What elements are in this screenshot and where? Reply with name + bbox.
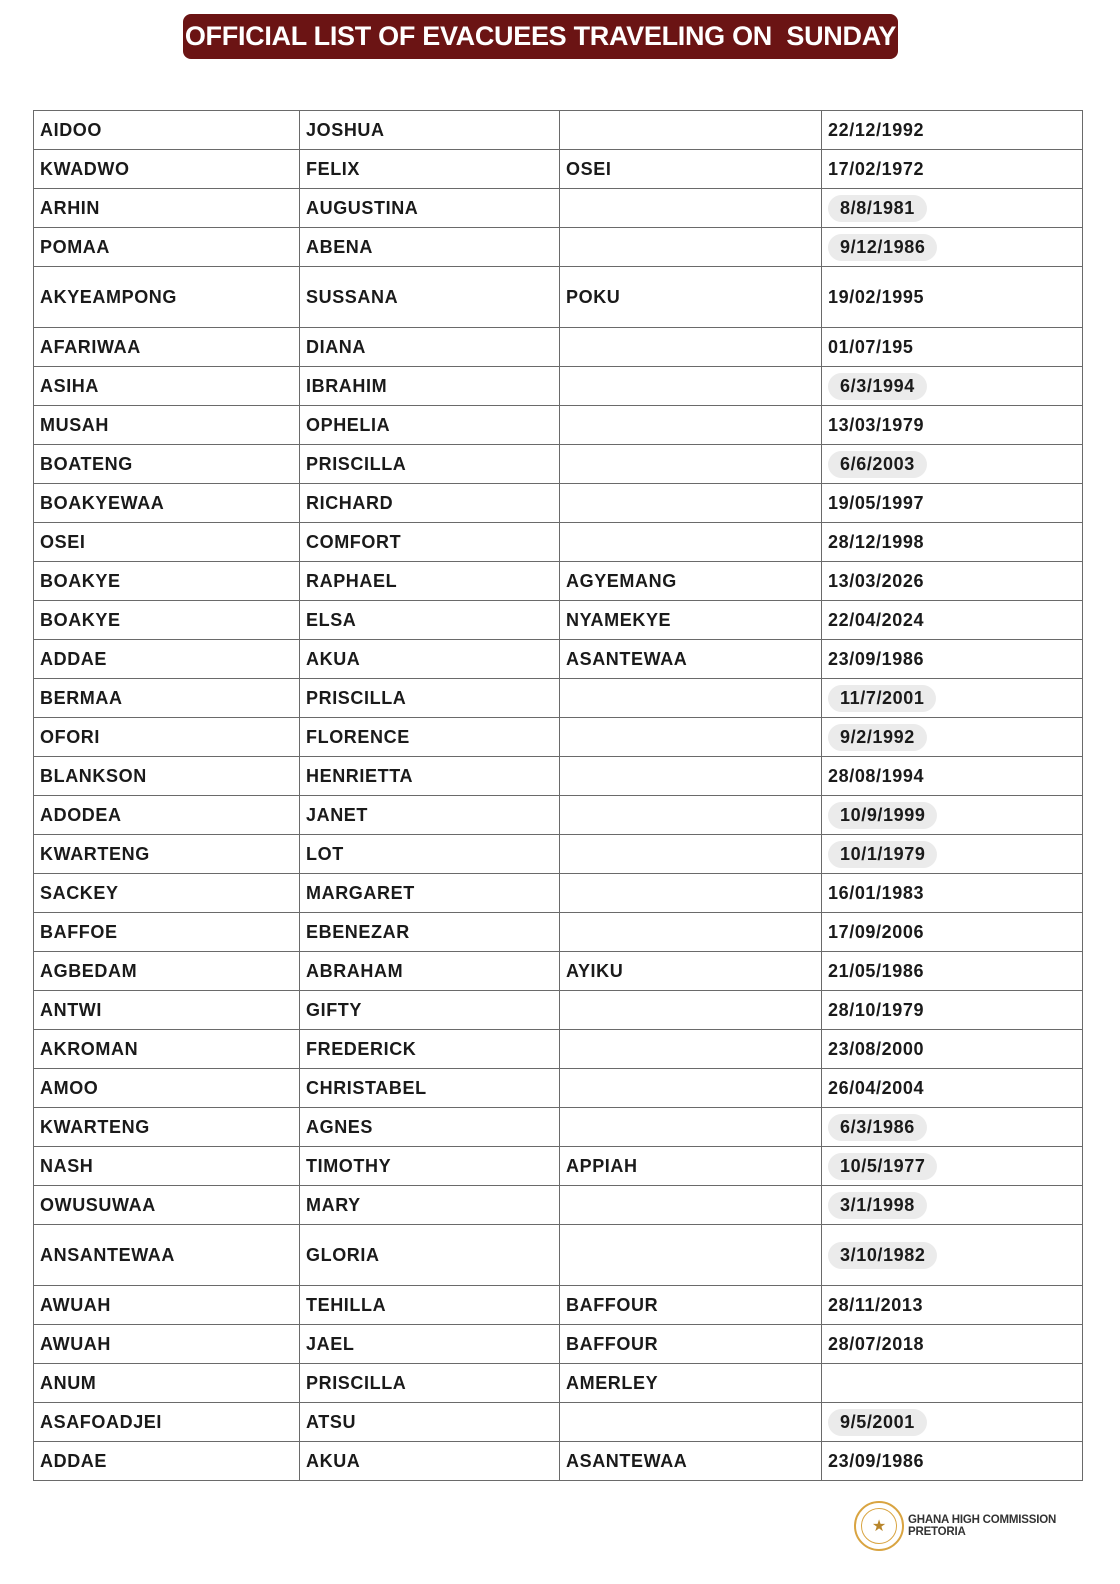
first-name-cell: AKUA [300, 640, 560, 679]
table-row [34, 796, 1083, 835]
other-name-cell: ASANTEWAA [560, 640, 822, 679]
first-name-cell: ELSA [300, 601, 560, 640]
other-name-cell: BAFFOUR [560, 1325, 822, 1364]
table-row [34, 267, 1083, 328]
dob-cell [822, 679, 1083, 718]
dob-cell [822, 1108, 1083, 1147]
first-name-cell: COMFORT [300, 523, 560, 562]
dob-highlight: 6/6/2003 [828, 451, 927, 478]
dob-highlight: 6/3/1994 [828, 373, 927, 400]
surname-cell: OWUSUWAA [34, 1186, 300, 1225]
first-name-cell: TIMOTHY [300, 1147, 560, 1186]
dob-highlight: 10/9/1999 [828, 802, 937, 829]
other-name-cell [560, 1403, 822, 1442]
table-row [34, 601, 1083, 640]
dob-cell: 17/09/2006 [822, 913, 1083, 952]
surname-cell: ANSANTEWAA [34, 1225, 300, 1286]
surname-cell: BERMAA [34, 679, 300, 718]
first-name-cell: FREDERICK [300, 1030, 560, 1069]
other-name-cell [560, 991, 822, 1030]
dob-highlight: 3/1/1998 [828, 1192, 927, 1219]
first-name-cell: MARGARET [300, 874, 560, 913]
table-row [34, 1403, 1083, 1442]
table-row [34, 1186, 1083, 1225]
other-name-cell: POKU [560, 267, 822, 328]
dob-cell: 23/08/2000 [822, 1030, 1083, 1069]
first-name-cell: PRISCILLA [300, 679, 560, 718]
other-name-cell [560, 189, 822, 228]
other-name-cell [560, 835, 822, 874]
surname-cell: AMOO [34, 1069, 300, 1108]
dob-cell: 16/01/1983 [822, 874, 1083, 913]
dob-highlight: 6/3/1986 [828, 1114, 927, 1141]
dob-cell: 19/02/1995 [822, 267, 1083, 328]
dob-cell: 13/03/1979 [822, 406, 1083, 445]
other-name-cell [560, 111, 822, 150]
first-name-cell: EBENEZAR [300, 913, 560, 952]
table-row [34, 150, 1083, 189]
table-row [34, 913, 1083, 952]
first-name-cell: RICHARD [300, 484, 560, 523]
first-name-cell: IBRAHIM [300, 367, 560, 406]
dob-highlight: 11/7/2001 [828, 685, 936, 712]
first-name-cell: TEHILLA [300, 1286, 560, 1325]
table-row [34, 367, 1083, 406]
dob-cell: 28/11/2013 [822, 1286, 1083, 1325]
dob-cell: 13/03/2026 [822, 562, 1083, 601]
other-name-cell [560, 796, 822, 835]
evacuee-table [33, 110, 1083, 1481]
dob-cell [822, 835, 1083, 874]
dob-cell: 23/09/1986 [822, 640, 1083, 679]
surname-cell: AKYEAMPONG [34, 267, 300, 328]
title-banner [183, 14, 898, 59]
dob-cell: 01/07/195 [822, 328, 1083, 367]
other-name-cell [560, 367, 822, 406]
first-name-cell: ABRAHAM [300, 952, 560, 991]
first-name-cell: HENRIETTA [300, 757, 560, 796]
dob-cell: 28/10/1979 [822, 991, 1083, 1030]
other-name-cell [560, 445, 822, 484]
surname-cell: KWADWO [34, 150, 300, 189]
first-name-cell: JOSHUA [300, 111, 560, 150]
dob-cell [822, 1403, 1083, 1442]
table-row [34, 1225, 1083, 1286]
table-row [34, 679, 1083, 718]
dob-cell [822, 796, 1083, 835]
evacuee-table-body [34, 111, 1083, 1481]
surname-cell: KWARTENG [34, 1108, 300, 1147]
first-name-cell: FELIX [300, 150, 560, 189]
table-row [34, 1442, 1083, 1481]
other-name-cell: ASANTEWAA [560, 1442, 822, 1481]
dob-cell [822, 1225, 1083, 1286]
other-name-cell: AYIKU [560, 952, 822, 991]
table-row [34, 484, 1083, 523]
dob-cell: 28/12/1998 [822, 523, 1083, 562]
first-name-cell: LOT [300, 835, 560, 874]
table-row [34, 1069, 1083, 1108]
dob-highlight: 9/12/1986 [828, 234, 937, 261]
table-row [34, 1147, 1083, 1186]
table-row [34, 1286, 1083, 1325]
other-name-cell [560, 913, 822, 952]
first-name-cell: CHRISTABEL [300, 1069, 560, 1108]
first-name-cell: AUGUSTINA [300, 189, 560, 228]
table-row [34, 406, 1083, 445]
first-name-cell: AGNES [300, 1108, 560, 1147]
dob-highlight: 9/5/2001 [828, 1409, 927, 1436]
dob-highlight: 8/8/1981 [828, 195, 927, 222]
surname-cell: ANTWI [34, 991, 300, 1030]
other-name-cell: APPIAH [560, 1147, 822, 1186]
surname-cell: BOATENG [34, 445, 300, 484]
dob-cell: 22/12/1992 [822, 111, 1083, 150]
other-name-cell [560, 523, 822, 562]
first-name-cell: MARY [300, 1186, 560, 1225]
table-row [34, 835, 1083, 874]
first-name-cell: AKUA [300, 1442, 560, 1481]
table-row [34, 228, 1083, 267]
first-name-cell: ATSU [300, 1403, 560, 1442]
surname-cell: AFARIWAA [34, 328, 300, 367]
other-name-cell [560, 1108, 822, 1147]
surname-cell: AWUAH [34, 1286, 300, 1325]
surname-cell: KWARTENG [34, 835, 300, 874]
coat-of-arms-icon: ★ [854, 1501, 904, 1551]
surname-cell: BLANKSON [34, 757, 300, 796]
surname-cell: POMAA [34, 228, 300, 267]
surname-cell: NASH [34, 1147, 300, 1186]
dob-cell: 17/02/1972 [822, 150, 1083, 189]
other-name-cell [560, 1225, 822, 1286]
other-name-cell [560, 1030, 822, 1069]
table-row [34, 874, 1083, 913]
table-row [34, 111, 1083, 150]
dob-cell [822, 1364, 1083, 1403]
surname-cell: ASIHA [34, 367, 300, 406]
surname-cell: BOAKYE [34, 562, 300, 601]
other-name-cell: BAFFOUR [560, 1286, 822, 1325]
first-name-cell: GIFTY [300, 991, 560, 1030]
table-row [34, 328, 1083, 367]
table-row [34, 445, 1083, 484]
table-row [34, 523, 1083, 562]
first-name-cell: SUSSANA [300, 267, 560, 328]
other-name-cell: NYAMEKYE [560, 601, 822, 640]
table-row [34, 1325, 1083, 1364]
first-name-cell: RAPHAEL [300, 562, 560, 601]
surname-cell: OFORI [34, 718, 300, 757]
surname-cell: ARHIN [34, 189, 300, 228]
dob-cell [822, 1186, 1083, 1225]
other-name-cell [560, 1186, 822, 1225]
other-name-cell [560, 228, 822, 267]
surname-cell: AKROMAN [34, 1030, 300, 1069]
surname-cell: ADDAE [34, 1442, 300, 1481]
table-row [34, 562, 1083, 601]
surname-cell: AIDOO [34, 111, 300, 150]
first-name-cell: OPHELIA [300, 406, 560, 445]
other-name-cell [560, 679, 822, 718]
first-name-cell: PRISCILLA [300, 445, 560, 484]
surname-cell: BOAKYEWAA [34, 484, 300, 523]
dob-cell: 22/04/2024 [822, 601, 1083, 640]
table-row [34, 991, 1083, 1030]
other-name-cell [560, 718, 822, 757]
table-row [34, 952, 1083, 991]
dob-highlight: 10/5/1977 [828, 1153, 937, 1180]
surname-cell: ANUM [34, 1364, 300, 1403]
other-name-cell [560, 874, 822, 913]
first-name-cell: PRISCILLA [300, 1364, 560, 1403]
table-row [34, 640, 1083, 679]
surname-cell: SACKEY [34, 874, 300, 913]
surname-cell: OSEI [34, 523, 300, 562]
other-name-cell [560, 328, 822, 367]
dob-cell [822, 189, 1083, 228]
page-title: OFFICIAL LIST OF EVACUEES TRAVELING ON SUNDAY [184, 21, 897, 51]
surname-cell: BAFFOE [34, 913, 300, 952]
dob-cell [822, 367, 1083, 406]
first-name-cell: JAEL [300, 1325, 560, 1364]
dob-cell [822, 228, 1083, 267]
dob-cell: 23/09/1986 [822, 1442, 1083, 1481]
footer-text [908, 1514, 1056, 1538]
other-name-cell: OSEI [560, 150, 822, 189]
first-name-cell: ABENA [300, 228, 560, 267]
ghana-high-commission-logo [854, 1498, 1084, 1554]
other-name-cell [560, 1069, 822, 1108]
dob-highlight: 9/2/1992 [828, 724, 927, 751]
first-name-cell: FLORENCE [300, 718, 560, 757]
table-row [34, 1030, 1083, 1069]
dob-cell: 21/05/1986 [822, 952, 1083, 991]
dob-cell [822, 445, 1083, 484]
surname-cell: AGBEDAM [34, 952, 300, 991]
table-row [34, 757, 1083, 796]
surname-cell: AWUAH [34, 1325, 300, 1364]
other-name-cell [560, 406, 822, 445]
surname-cell: BOAKYE [34, 601, 300, 640]
surname-cell: MUSAH [34, 406, 300, 445]
dob-cell [822, 1147, 1083, 1186]
first-name-cell: JANET [300, 796, 560, 835]
dob-cell: 28/07/2018 [822, 1325, 1083, 1364]
surname-cell: ADDAE [34, 640, 300, 679]
table-row [34, 1364, 1083, 1403]
table-row [34, 189, 1083, 228]
dob-cell: 19/05/1997 [822, 484, 1083, 523]
first-name-cell: GLORIA [300, 1225, 560, 1286]
dob-cell: 28/08/1994 [822, 757, 1083, 796]
footer-line-1: GHANA HIGH COMMISSION [908, 1514, 1057, 1526]
dob-cell: 26/04/2004 [822, 1069, 1083, 1108]
surname-cell: ADODEA [34, 796, 300, 835]
dob-highlight: 10/1/1979 [828, 841, 937, 868]
other-name-cell [560, 757, 822, 796]
dob-highlight: 3/10/1982 [828, 1242, 937, 1269]
first-name-cell: DIANA [300, 328, 560, 367]
footer-line-2: PRETORIA [908, 1526, 966, 1538]
other-name-cell [560, 484, 822, 523]
other-name-cell: AMERLEY [560, 1364, 822, 1403]
table-row [34, 718, 1083, 757]
dob-cell [822, 718, 1083, 757]
surname-cell: ASAFOADJEI [34, 1403, 300, 1442]
other-name-cell: AGYEMANG [560, 562, 822, 601]
table-row [34, 1108, 1083, 1147]
